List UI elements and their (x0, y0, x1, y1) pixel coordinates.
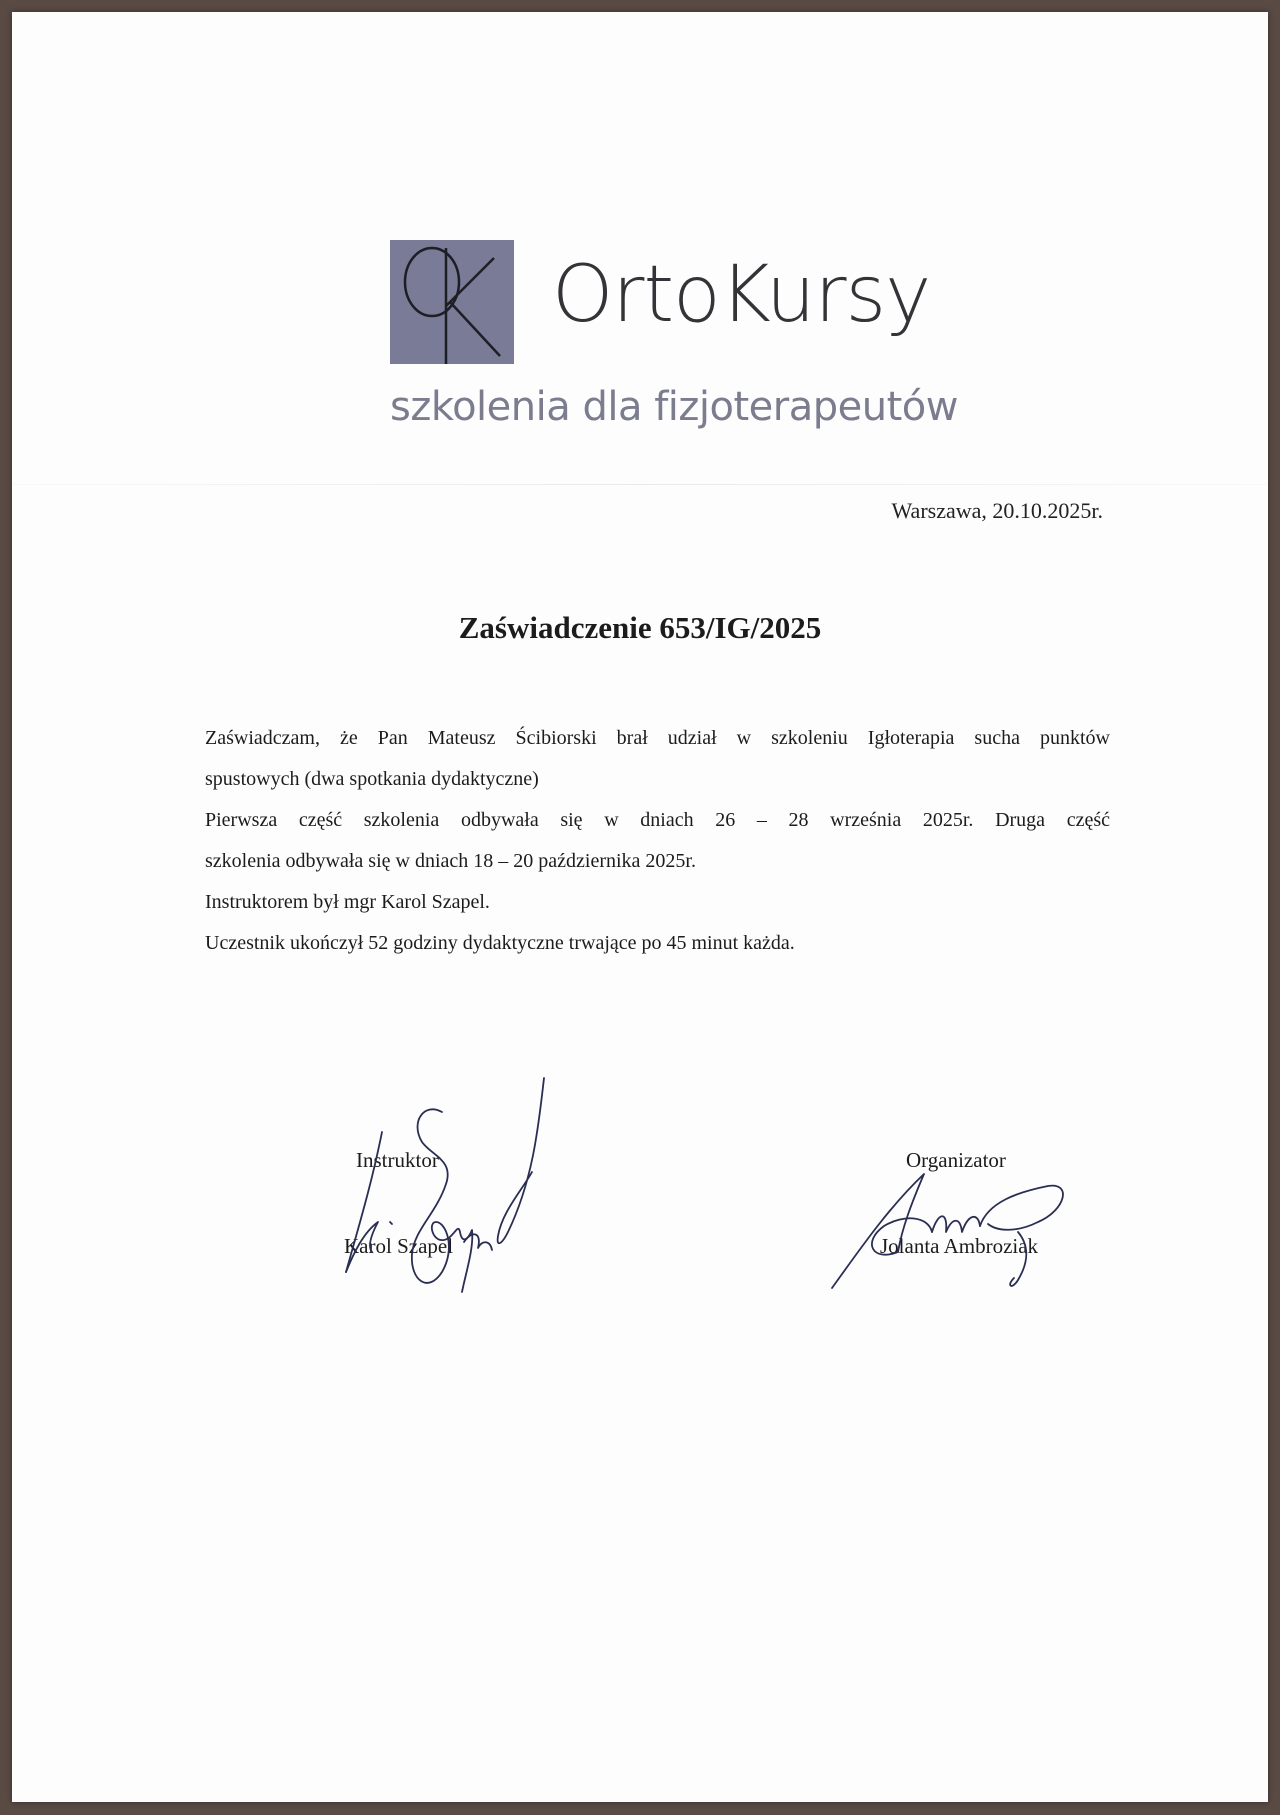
body-line: Pierwsza część szkolenia odbywała się w dniach 26 – 28 września 2025r. Druga część (205, 809, 1110, 831)
body-line: spustowych (dwa spotkania dydaktyczne) (205, 768, 539, 790)
organizer-signature-icon (828, 1152, 1078, 1302)
place-and-date: Warszawa, 20.10.2025r. (891, 498, 1103, 523)
instructor-role-label: Instruktor (356, 1148, 439, 1172)
ortokursy-logo-icon (390, 240, 514, 364)
body-line: szkolenia odbywała się w dniach 18 – 20 października 2025r. (205, 850, 696, 872)
certificate-page (12, 12, 1268, 1802)
body-line: Instruktorem był mgr Karol Szapel. (205, 891, 490, 913)
certificate-title: Zaświadczenie 653/IG/2025 (458, 610, 822, 645)
brand-tagline: szkolenia dla fizjoterapeutów (390, 384, 958, 430)
instructor-signature-icon (332, 1072, 572, 1342)
certificate-body (205, 718, 1110, 964)
paper-fold-line (12, 484, 1268, 485)
instructor-name-label: Karol Szapel (344, 1234, 454, 1258)
brand-name: OrtoKursy (552, 250, 931, 340)
body-line: Uczestnik ukończył 52 godziny dydaktyczne trwające po 45 minut każda. (205, 932, 795, 954)
organizer-role-label: Organizator (906, 1148, 1006, 1172)
organizer-name-label: Jolanta Ambroziak (880, 1234, 1039, 1258)
body-line: Zaświadczam, że Pan Mateusz Ścibiorski brał udział w szkoleniu Igłoterapia sucha punktów (205, 727, 1110, 749)
